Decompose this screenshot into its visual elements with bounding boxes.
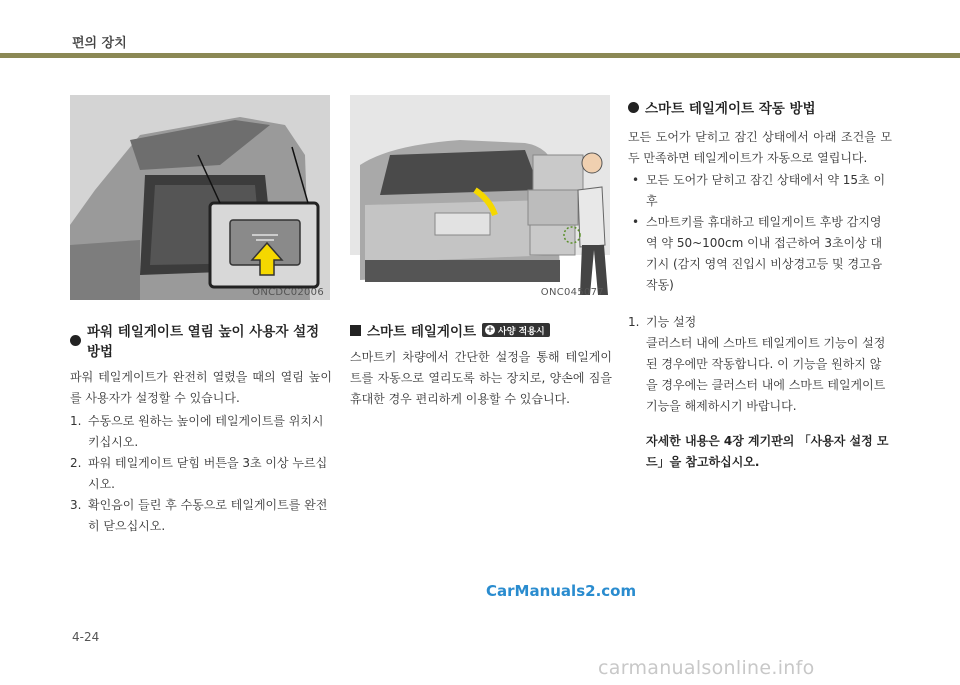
middle-column: [350, 95, 612, 410]
section-intro: 파워 테일게이트가 완전히 열렸을 때의 열림 높이를 사용자가 설정할 수 있습니다.: [70, 370, 332, 405]
list-item: 1. 수동으로 원하는 높이에 테일게이트를 위치시키십시오.: [70, 414, 324, 449]
section-intro: 스마트키 차량에서 간단한 설정을 통해 테일게이트를 자동으로 열리도록 하는 장치로, 양손에 짐을 휴대한 경우 편리하게 이용할 수 있습니다.: [350, 350, 612, 406]
bullet-icon: [70, 335, 81, 346]
plus-icon: +: [486, 325, 494, 335]
chapter-title: 편의 장치: [72, 36, 127, 51]
bullet-icon: [628, 102, 639, 113]
feature-setting: [628, 312, 892, 473]
smart-tailgate-photo: [350, 95, 610, 300]
watermark-text: carmanualsonline.info: [598, 657, 815, 679]
square-bullet-icon: [350, 325, 361, 336]
feature-body: 클러스터 내에 스마트 테일게이트 기능이 설정된 경우에만 작동합니다. 이 기능을 원하지 않을 경우에는 클러스터 내에 스마트 테일게이트 기능을 해제하시기 바랍니다.: [646, 336, 886, 413]
image-code: ONC045077: [540, 287, 604, 298]
tailgate-open-photo: [70, 95, 330, 300]
image-code: ONCDC02006: [252, 287, 324, 298]
option-badge: + 사양 적용시: [482, 323, 550, 337]
section-title-text: 파워 테일게이트 열림 높이 사용자 설정 방법: [87, 324, 320, 360]
list-item: • 스마트키를 휴대하고 테일게이트 후방 감지영역 약 50~100cm 이내 접근하여 3초이상 대기시 (감지 영역 진입시 비상경고등 및 경고음 작동): [632, 215, 883, 292]
conditions-list: [628, 170, 892, 296]
right-column: [628, 97, 892, 473]
section-title-text: 스마트 테일게이트 작동 방법: [645, 101, 816, 117]
section-intro: 모든 도어가 닫히고 잠긴 상태에서 아래 조건을 모두 만족하면 테일게이트가 자동으로 열립니다.: [628, 130, 892, 165]
left-column: [70, 95, 332, 537]
section-title: [70, 320, 332, 360]
page-number: 4-24: [72, 630, 100, 644]
page-header: [0, 0, 960, 58]
section-title: [628, 97, 892, 117]
tailgate-illustration: [70, 95, 330, 300]
list-item: 3. 확인음이 들린 후 수동으로 테일게이트를 완전히 닫으십시오.: [70, 498, 328, 533]
steps-list: [70, 411, 332, 537]
list-item: 2. 파워 테일게이트 닫힘 버튼을 3초 이상 누르십시오.: [70, 456, 328, 491]
section-title-text: 스마트 테일게이트: [367, 324, 477, 340]
section-title: [350, 320, 612, 340]
feature-title: 1. 기능 설정: [628, 315, 697, 329]
header-divider: [0, 53, 960, 58]
watermark-link[interactable]: CarManuals2.com: [486, 582, 637, 600]
feature-note: 자세한 내용은 4장 계기판의 「사용자 설정 모드」을 참고하십시오.: [646, 434, 889, 469]
smart-tailgate-illustration: [350, 95, 610, 300]
list-item: • 모든 도어가 닫히고 잠긴 상태에서 약 15초 이후: [632, 173, 886, 208]
